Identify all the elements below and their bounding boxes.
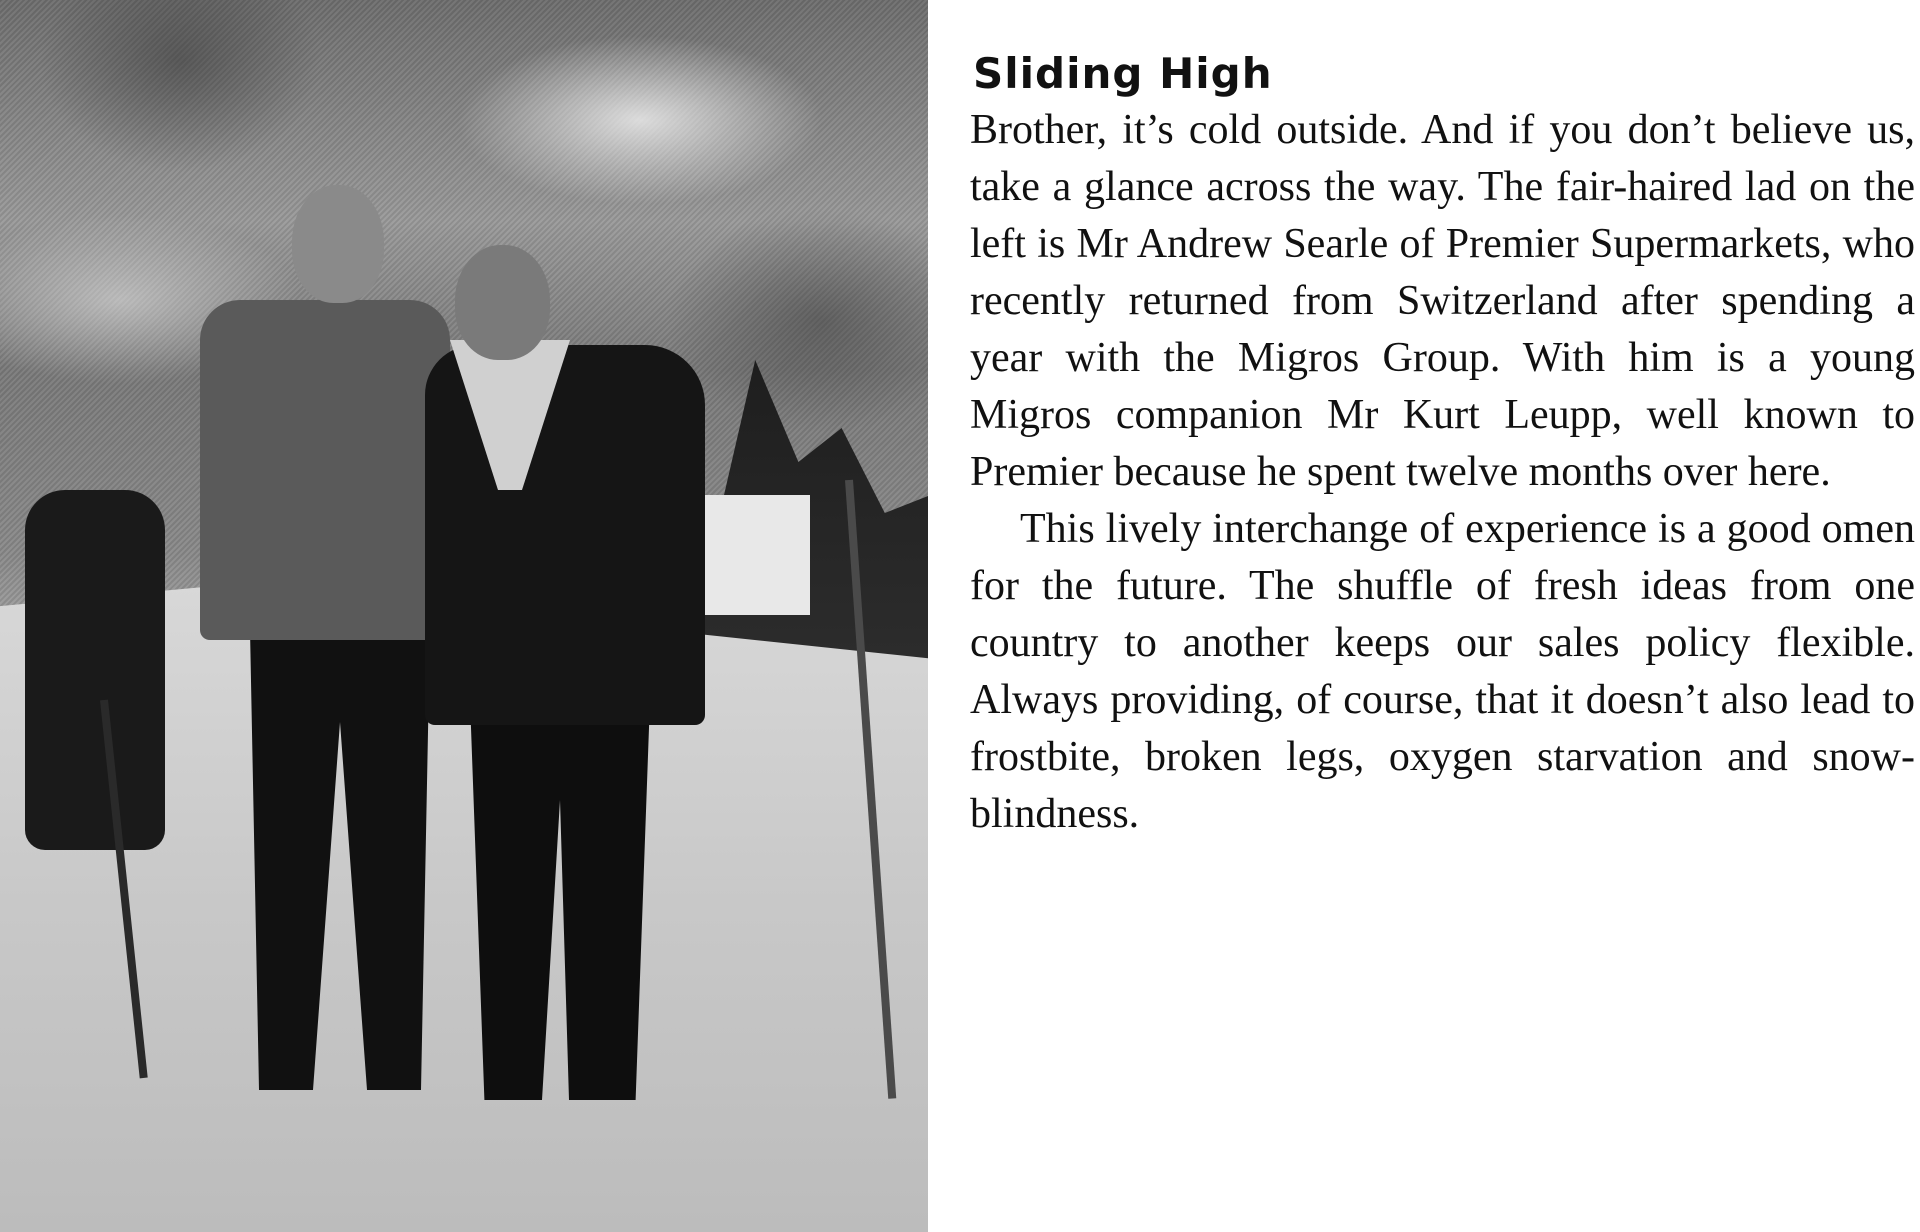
article-paragraph-2: This lively interchange of experience is a good omen for the future. The shuffle of fresh ideas from one country to another keeps our sales policy flexible. Always providing, of course, that it doesn’t also lead to frostbite, broken legs, oxygen starvation and snow-blindness. — [970, 506, 1915, 837]
article — [970, 48, 1915, 843]
article-paragraph-1: Brother, it’s cold outside. And if you don’t believe us, take a glance across the way. The fair-haired lad on the left is Mr Andrew Searle of Premier Supermarkets, who recently returned from Switzerland after spending a year with the Migros Group. With him is a young Migros companion Mr Kurt Leupp, well known to Premier because he spent twelve months over here. — [970, 107, 1915, 495]
ski-photograph — [0, 0, 928, 1232]
skier-left-torso — [200, 300, 450, 640]
skier-left-head — [292, 185, 384, 303]
skier-right-torso — [425, 345, 705, 725]
skier-right-head — [455, 245, 550, 360]
hanging-jacket — [25, 490, 165, 850]
article-headline: Sliding High — [973, 49, 1273, 98]
